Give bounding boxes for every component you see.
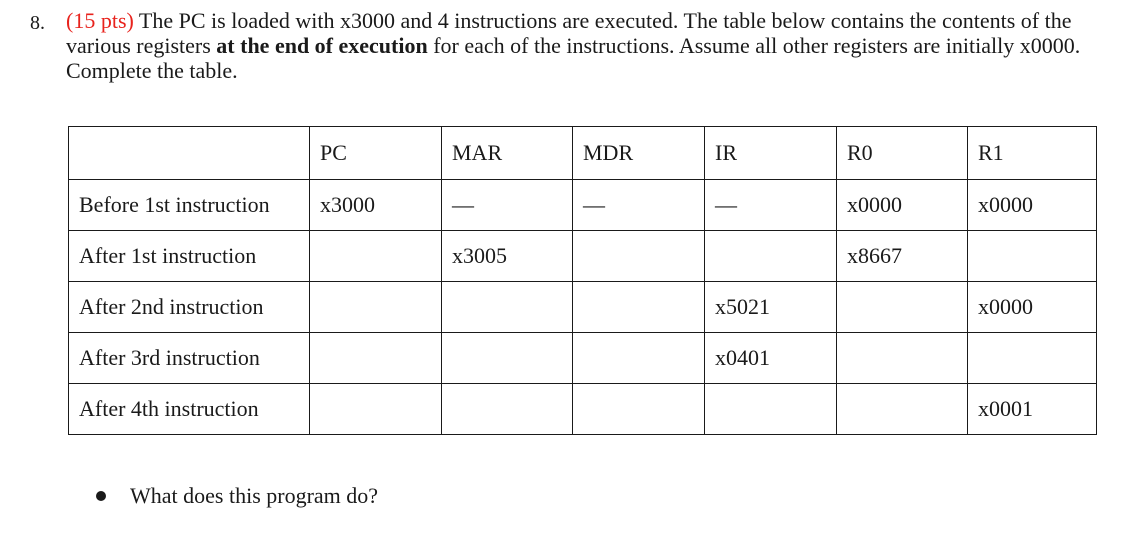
question-number: 8. [30, 12, 45, 34]
cell-r0[interactable]: x8667 [837, 231, 968, 282]
cell-pc[interactable] [310, 282, 442, 333]
cell-r1[interactable]: x0000 [968, 282, 1097, 333]
followup-question-text: What does this program do? [130, 483, 379, 508]
cell-pc[interactable] [310, 333, 442, 384]
cell-ir[interactable] [705, 384, 837, 435]
table-header-row [69, 127, 1097, 180]
cell-r1[interactable]: x0000 [968, 180, 1097, 231]
header-cell-r0: R0 [837, 127, 968, 180]
cell-r0[interactable] [837, 384, 968, 435]
cell-ir[interactable] [705, 231, 837, 282]
cell-mdr[interactable]: — [573, 180, 705, 231]
question-points: (15 pts) [66, 8, 134, 33]
cell-ir[interactable]: x0401 [705, 333, 837, 384]
header-cell-ir: IR [705, 127, 837, 180]
row-label: Before 1st instruction [69, 180, 310, 231]
cell-mdr[interactable] [573, 384, 705, 435]
cell-mar[interactable] [442, 384, 573, 435]
header-cell-pc: PC [310, 127, 442, 180]
cell-mdr[interactable] [573, 282, 705, 333]
cell-mar[interactable] [442, 282, 573, 333]
cell-mdr[interactable] [573, 333, 705, 384]
table-row [69, 333, 1097, 384]
table-row [69, 180, 1097, 231]
header-cell-empty [69, 127, 310, 180]
cell-pc[interactable] [310, 384, 442, 435]
cell-pc[interactable]: x3000 [310, 180, 442, 231]
question-bold-text: at the end of execution [216, 33, 428, 58]
bullet-icon [96, 491, 106, 501]
question-text [66, 8, 1106, 83]
table-row [69, 282, 1097, 333]
row-label: After 4th instruction [69, 384, 310, 435]
register-table [68, 126, 1097, 435]
cell-mar[interactable]: x3005 [442, 231, 573, 282]
cell-r0[interactable] [837, 282, 968, 333]
row-label: After 1st instruction [69, 231, 310, 282]
cell-pc[interactable] [310, 231, 442, 282]
row-label: After 2nd instruction [69, 282, 310, 333]
table-row [69, 231, 1097, 282]
question-text-part-1: The PC is loaded with x3000 and 4 instructions are executed. The table below contains the contents of the various registers [66, 8, 1072, 58]
cell-r1[interactable] [968, 333, 1097, 384]
question-text-part-2: for each of the instructions. Assume all other registers are initially x0000. Complete the table. [66, 33, 1081, 83]
header-cell-mdr: MDR [573, 127, 705, 180]
header-cell-mar: MAR [442, 127, 573, 180]
cell-ir[interactable]: — [705, 180, 837, 231]
cell-r0[interactable] [837, 333, 968, 384]
cell-r0[interactable]: x0000 [837, 180, 968, 231]
cell-mar[interactable] [442, 333, 573, 384]
table-row [69, 384, 1097, 435]
cell-ir[interactable]: x5021 [705, 282, 837, 333]
header-cell-r1: R1 [968, 127, 1097, 180]
cell-mdr[interactable] [573, 231, 705, 282]
followup-question [96, 482, 378, 510]
cell-r1[interactable]: x0001 [968, 384, 1097, 435]
cell-mar[interactable]: — [442, 180, 573, 231]
cell-r1[interactable] [968, 231, 1097, 282]
row-label: After 3rd instruction [69, 333, 310, 384]
